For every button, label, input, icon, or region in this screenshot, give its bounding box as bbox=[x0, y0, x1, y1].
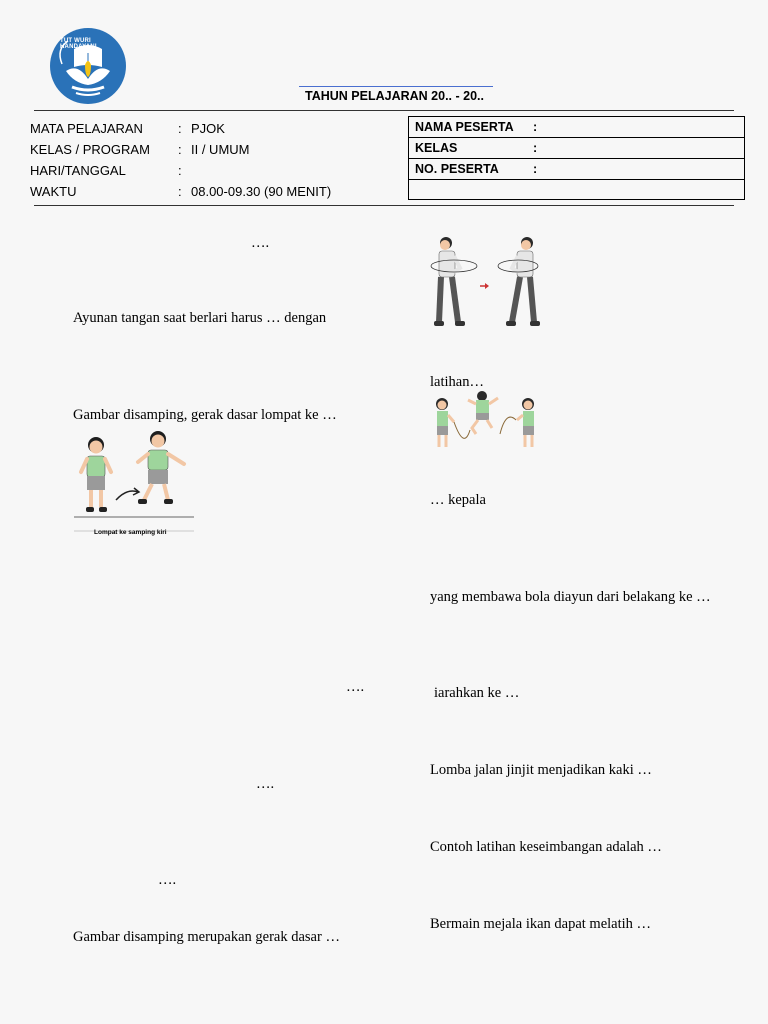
side-jump-illustration bbox=[72, 428, 196, 538]
participant-box bbox=[408, 116, 745, 200]
info-value-subject: PJOK bbox=[191, 121, 225, 136]
tut-wuri-handayani-logo bbox=[48, 27, 128, 105]
header-blue-line bbox=[299, 86, 493, 87]
info-label-date: HARI/TANGGAL bbox=[30, 163, 126, 178]
info-colon: : bbox=[178, 142, 182, 157]
side-jump-caption: Lompat ke samping kiri bbox=[94, 529, 167, 536]
question-left-1: …. bbox=[251, 235, 270, 251]
question-left-5: …. bbox=[256, 776, 275, 792]
info-colon: : bbox=[178, 163, 182, 178]
info-label-class: KELAS / PROGRAM bbox=[30, 142, 150, 157]
question-right-5: Lomba jalan jinjit menjadikan kaki … bbox=[430, 762, 652, 778]
question-left-7: Gambar disamping merupakan gerak dasar … bbox=[73, 929, 340, 945]
question-left-4: …. bbox=[346, 679, 365, 695]
jump-rope-illustration bbox=[430, 390, 542, 452]
question-right-1: latihan… bbox=[430, 374, 484, 390]
question-right-4: iarahkan ke … bbox=[434, 685, 520, 701]
participant-row-class[interactable]: KELAS : bbox=[409, 138, 744, 159]
question-right-7: Bermain mejala ikan dapat melatih … bbox=[430, 916, 652, 932]
info-label-subject: MATA PELAJARAN bbox=[30, 121, 143, 136]
question-left-2: Ayunan tangan saat berlari harus … dengan bbox=[73, 310, 327, 326]
info-colon: : bbox=[178, 121, 182, 136]
participant-row-number[interactable]: NO. PESERTA : bbox=[409, 159, 744, 180]
info-label-time: WAKTU bbox=[30, 184, 77, 199]
participant-row-name[interactable]: NAMA PESERTA : bbox=[409, 117, 744, 138]
participant-row-empty[interactable] bbox=[409, 180, 744, 201]
question-left-6: …. bbox=[158, 872, 177, 888]
header-divider-top bbox=[34, 110, 734, 111]
question-right-2: … kepala bbox=[430, 492, 486, 508]
info-value-time: 08.00-09.30 (90 MENIT) bbox=[191, 184, 332, 199]
question-right-6: Contoh latihan keseimbangan adalah … bbox=[430, 839, 662, 855]
info-colon: : bbox=[178, 184, 182, 199]
waist-rotation-illustration bbox=[430, 234, 542, 332]
header-divider-bottom bbox=[34, 205, 734, 206]
question-right-3: yang membawa bola diayun dari belakang ke … bbox=[430, 589, 711, 605]
logo-text: TUT WURI HANDAYANI bbox=[60, 38, 97, 50]
question-left-3: Gambar disamping, gerak dasar lompat ke … bbox=[73, 407, 337, 423]
academic-year: TAHUN PELAJARAN 20.. - 20.. bbox=[305, 89, 484, 103]
info-value-class: II / UMUM bbox=[191, 142, 250, 157]
